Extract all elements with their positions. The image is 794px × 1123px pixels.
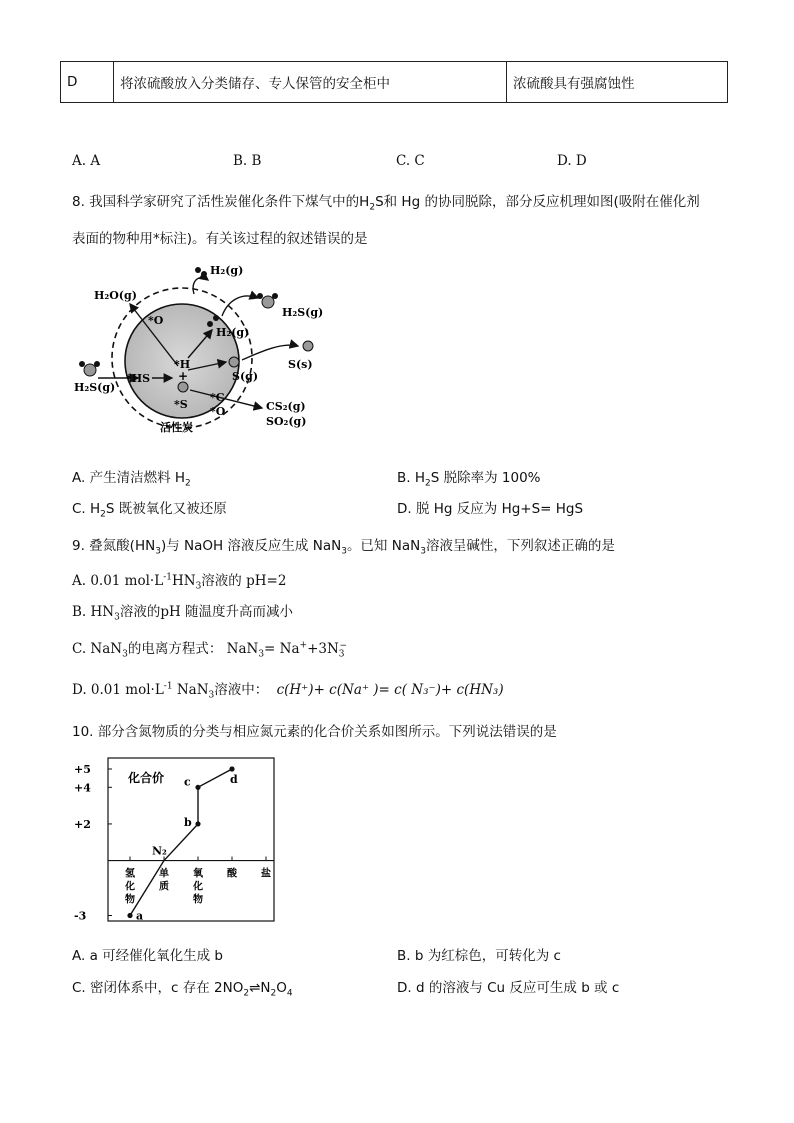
label-h-star: *H <box>174 358 191 371</box>
q7-option-b: B. B <box>233 153 262 169</box>
table-cell-reason: 浓硫酸具有强腐蚀性 <box>507 62 728 103</box>
table-cell-letter: D <box>61 62 114 103</box>
h2-molecule-icon <box>195 267 207 277</box>
data-point <box>127 913 132 918</box>
q7-option-d: D. D <box>557 153 587 169</box>
sulfur-gas-icon <box>229 357 239 367</box>
q9-option-d: D. 0.01 $mol\cdot L^{-1}$ NaN$_3$溶液中： c(H⁺)+ c(Na⁺ )= c( N₃⁻)+ c(HN₃) <box>72 681 504 701</box>
label-so2: SO₂(g) <box>266 415 307 428</box>
label-o-star: *O <box>148 314 164 327</box>
q7-option-c: C. C <box>396 153 425 169</box>
q8-stem-line2: 表面的物种用*标注)。有关该过程的叙述错误的是 <box>72 231 368 247</box>
q8-option-d: D. 脱 Hg 反应为 Hg+S= HgS <box>397 501 584 517</box>
point-label: b <box>184 815 192 829</box>
x-category-label: 氧化物 <box>193 868 203 906</box>
label-s-solid: S(s) <box>288 358 313 371</box>
q9-option-b: B. $HN_3$溶液的pH 随温度升高而减小 <box>72 604 294 623</box>
x-category-label: 氢化物 <box>125 868 135 906</box>
valence-chart <box>70 756 285 926</box>
label-cs2: CS₂(g) <box>266 400 306 413</box>
y-tick-label: +2 <box>74 817 91 831</box>
table-row <box>61 62 728 103</box>
q8-option-a: A. 产生清洁燃料 $H_2$ <box>72 470 191 489</box>
point-label: N₂ <box>152 844 167 858</box>
q8-option-c: C. $H_2S$ 既被氧化又被还原 <box>72 501 227 520</box>
y-tick-label: +5 <box>74 762 91 776</box>
label-hs-star: *HS <box>126 372 151 385</box>
y-tick-label: +4 <box>74 781 91 795</box>
q10-option-d: D. d 的溶液与 Cu 反应可生成 b 或 c <box>397 980 620 996</box>
label-h2-top: H₂(g) <box>210 264 244 277</box>
label-o-star2: *O <box>210 405 226 418</box>
q7-option-a: A. A <box>72 153 101 169</box>
sulfur-adsorbed-icon <box>178 382 188 392</box>
q8-stem-line1: 8. 我国科学家研究了活性炭催化条件下煤气中的$H_2S$和 Hg 的协同脱除，部分反应机理如图(吸附在催化剂 <box>72 194 700 213</box>
q9-stem: 9. 叠氮酸$(HN_3)$与 NaOH 溶液反应生成 NaN$_3$。已知 NaN$_3$溶液呈碱性，下列叙述正确的是 <box>72 538 615 557</box>
point-label: a <box>136 909 144 923</box>
label-s-gas: S(g) <box>232 370 259 383</box>
sulfur-solid-icon <box>303 341 313 351</box>
q9-option-a: A. 0.01 $mol\cdot L^{-1}HN_3$溶液的 pH=2 <box>72 572 287 592</box>
label-c-star: *C <box>210 391 225 404</box>
h2s-molecule-icon <box>257 293 278 308</box>
label-plus: + <box>178 369 189 383</box>
x-category-label: 单质 <box>159 868 169 893</box>
point-label: d <box>230 772 238 786</box>
point-label: c <box>184 775 191 789</box>
q10-stem: 10. 部分含氮物质的分类与相应氮元素的化合价关系如图所示。下列说法错误的是 <box>72 724 557 740</box>
q9-option-d-equation: c(H⁺)+ c(Na⁺ )= c( N₃⁻)+ c(HN₃) <box>276 682 504 698</box>
q10-option-a: A. a 可经催化氧化生成 b <box>72 948 224 964</box>
label-h2-mid: H₂(g) <box>216 326 250 339</box>
options-table <box>60 61 728 103</box>
q10-option-c: C. 密闭体系中，c 存在 $2NO_2\rightleftharpoons N_2O_4$ <box>72 980 293 999</box>
table-cell-measure: 将浓硫酸放入分类储存、专人保管的安全柜中 <box>114 62 507 103</box>
q8-option-b: B. $H_2S$ 脱除率为 100% <box>397 470 541 489</box>
label-s-star: *S <box>174 398 188 411</box>
q9-option-c: C. NaN$_3$的电离方程式： $NaN_3= Na^++3N_3^-$ <box>72 640 348 660</box>
x-category-label: 盐 <box>261 868 271 880</box>
x-category-label: 酸 <box>227 868 237 880</box>
data-point <box>195 785 200 790</box>
series-line <box>130 769 232 916</box>
h2s-molecule-icon <box>79 361 100 376</box>
reaction-mechanism-diagram <box>70 258 340 438</box>
data-point <box>195 821 200 826</box>
chart-title: 化合价 <box>128 771 165 785</box>
q10-option-b: B. b 为红棕色，可转化为 c <box>397 948 561 964</box>
label-h2o: H₂O(g) <box>94 289 137 302</box>
label-h2s-in: H₂S(g) <box>74 381 116 394</box>
label-h2s-out: H₂S(g) <box>282 306 324 319</box>
data-point <box>229 766 234 771</box>
label-activated-carbon: 活性炭 <box>160 421 193 434</box>
y-tick-label: -3 <box>74 909 87 923</box>
